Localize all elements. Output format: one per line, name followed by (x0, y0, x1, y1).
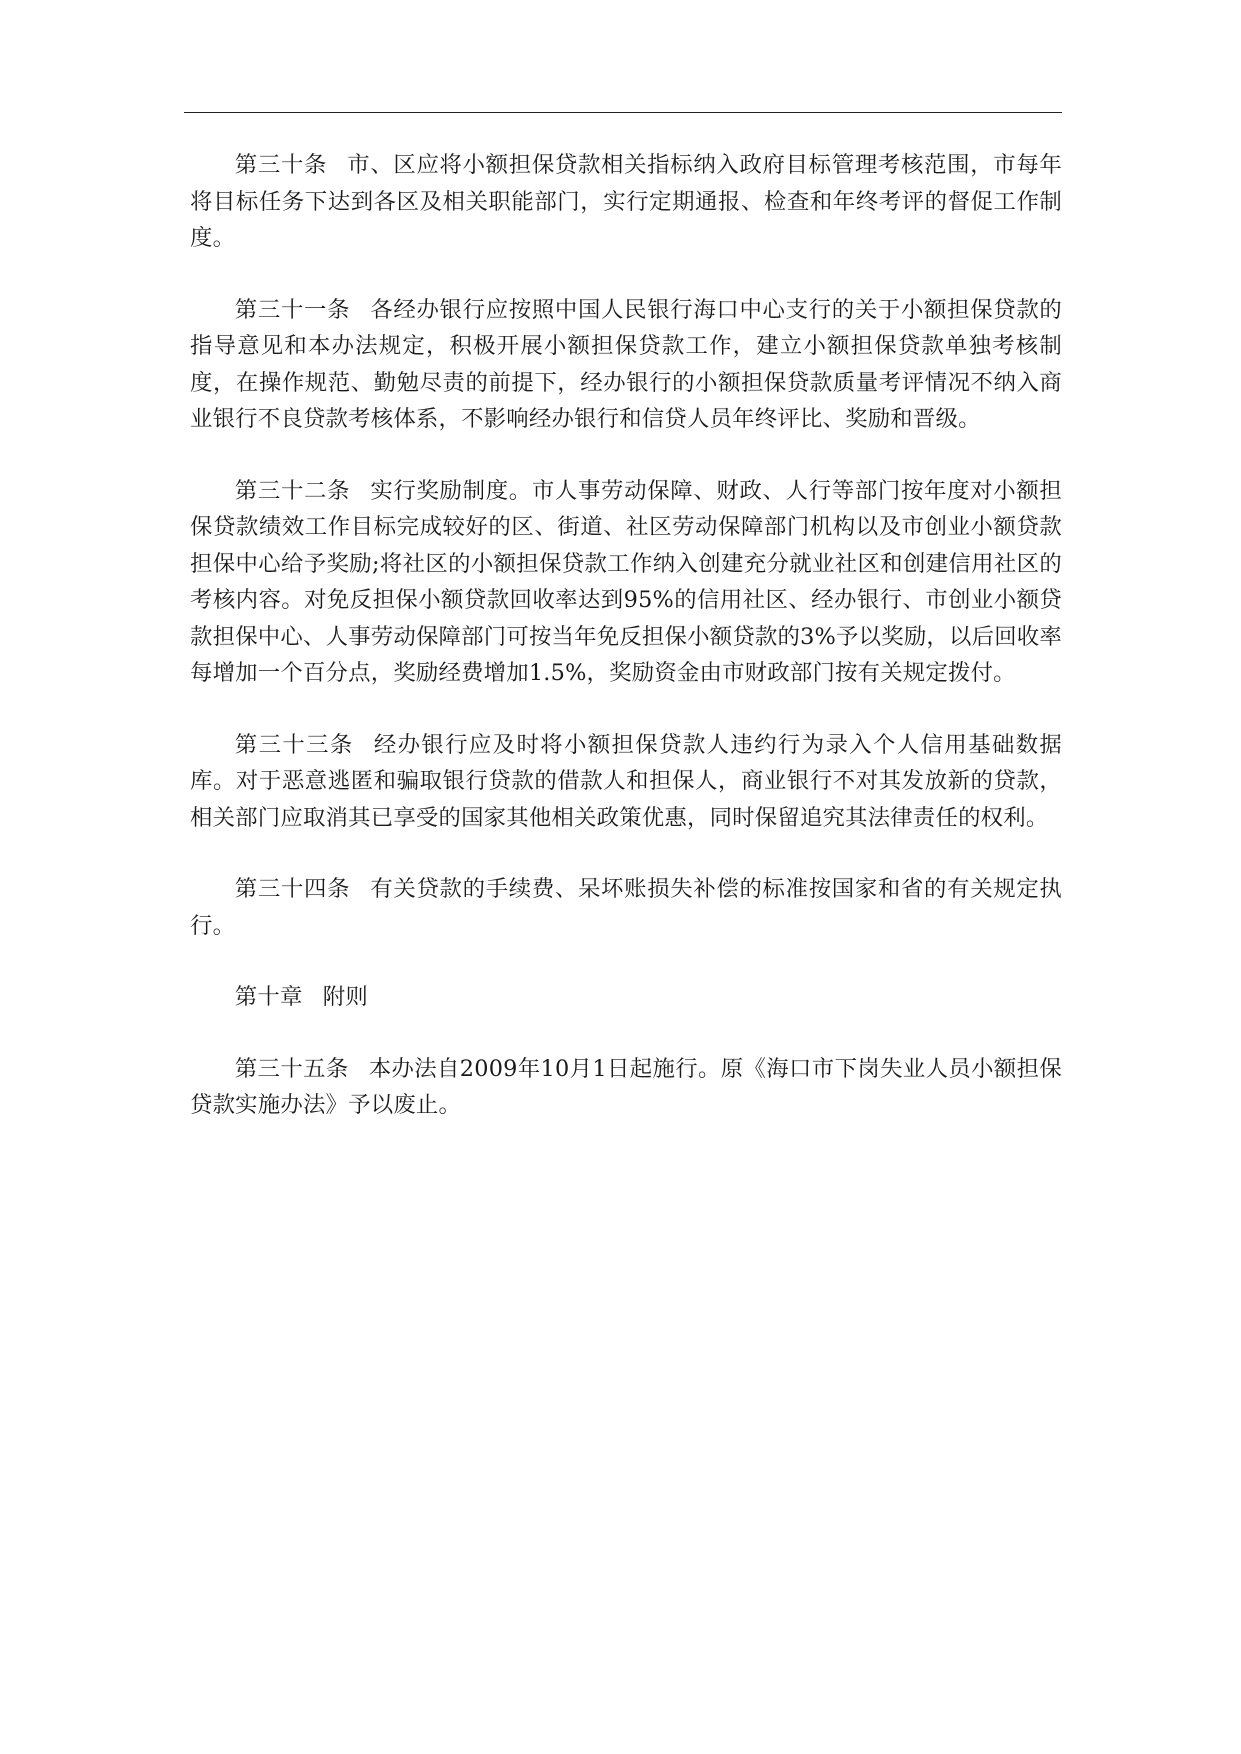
chapter-label: 第十章 (234, 984, 303, 1010)
article-label: 第三十三条 (234, 731, 354, 758)
article-text: 市、区应将小额担保贷款相关指标纳入政府目标管理考核范围，市每年将目标任务下达到各区及相关职能部门，实行定期通报、检查和年终考评的督促工作制度。 (190, 152, 1062, 251)
article-label: 第三十四条 (234, 876, 351, 902)
chapter-title: 附则 (322, 984, 368, 1010)
article-30 (190, 147, 1062, 257)
article-text: 实行奖励制度。市人事劳动保障、财政、人行等部门按年度对小额担保贷款绩效工作目标完成较好的区、街道、社区劳动保障部门机构以及市创业小额贷款担保中心给予奖励;将社区的小额担保贷款工作纳入创建充分就业社区和创建信用社区的考核内容。对免反担保小额贷款回收率达到95%的信用社区、经办银行、市创业小额贷款担保中心、人事劳动保障部门可按当年免反担保小额贷款的3%予以奖励，以后回收率每增加一个百分点，奖励经费增加1.5%，奖励资金由市财政部门按有关规定拨付。 (190, 477, 1063, 686)
article-text: 经办银行应及时将小额担保贷款人违约行为录入个人信用基础数据库。对于恶意逃匿和骗取银行贷款的借款人和担保人，商业银行不对其发放新的贷款，相关部门应取消其已享受的国家其他相关政策优惠，同时保留追究其法律责任的权利。 (190, 731, 1062, 831)
article-text: 有关贷款的手续费、呆坏账损失补偿的标准按国家和省的有关规定执行。 (190, 876, 1063, 939)
article-text: 各经办银行应按照中国人民银行海口中心支行的关于小额担保贷款的指导意见和本办法规定，积极开展小额担保贷款工作，建立小额担保贷款单独考核制度，在操作规范、勤勉尽责的前提下，经办银行的小额担保贷款质量考评情况不纳入商业银行不良贷款考核体系，不影响经办银行和信贷人员年终评比、奖励和晋级。 (190, 296, 1063, 432)
article-32 (190, 473, 1062, 692)
article-33 (190, 727, 1062, 837)
chapter-10-heading (190, 979, 1062, 1016)
article-label: 第三十一条 (234, 296, 351, 323)
article-label: 第三十条 (234, 152, 328, 178)
document-body (190, 147, 1062, 1159)
article-text: 本办法自2009年10月1日起施行。原《海口市下岗失业人员小额担保贷款实施办法》予以废止。 (190, 1055, 1063, 1118)
article-35 (190, 1051, 1062, 1124)
article-label: 第三十五条 (234, 1055, 349, 1082)
article-34 (190, 871, 1062, 944)
header-rule (184, 112, 1062, 113)
article-31 (190, 292, 1062, 438)
article-label: 第三十二条 (234, 477, 351, 504)
